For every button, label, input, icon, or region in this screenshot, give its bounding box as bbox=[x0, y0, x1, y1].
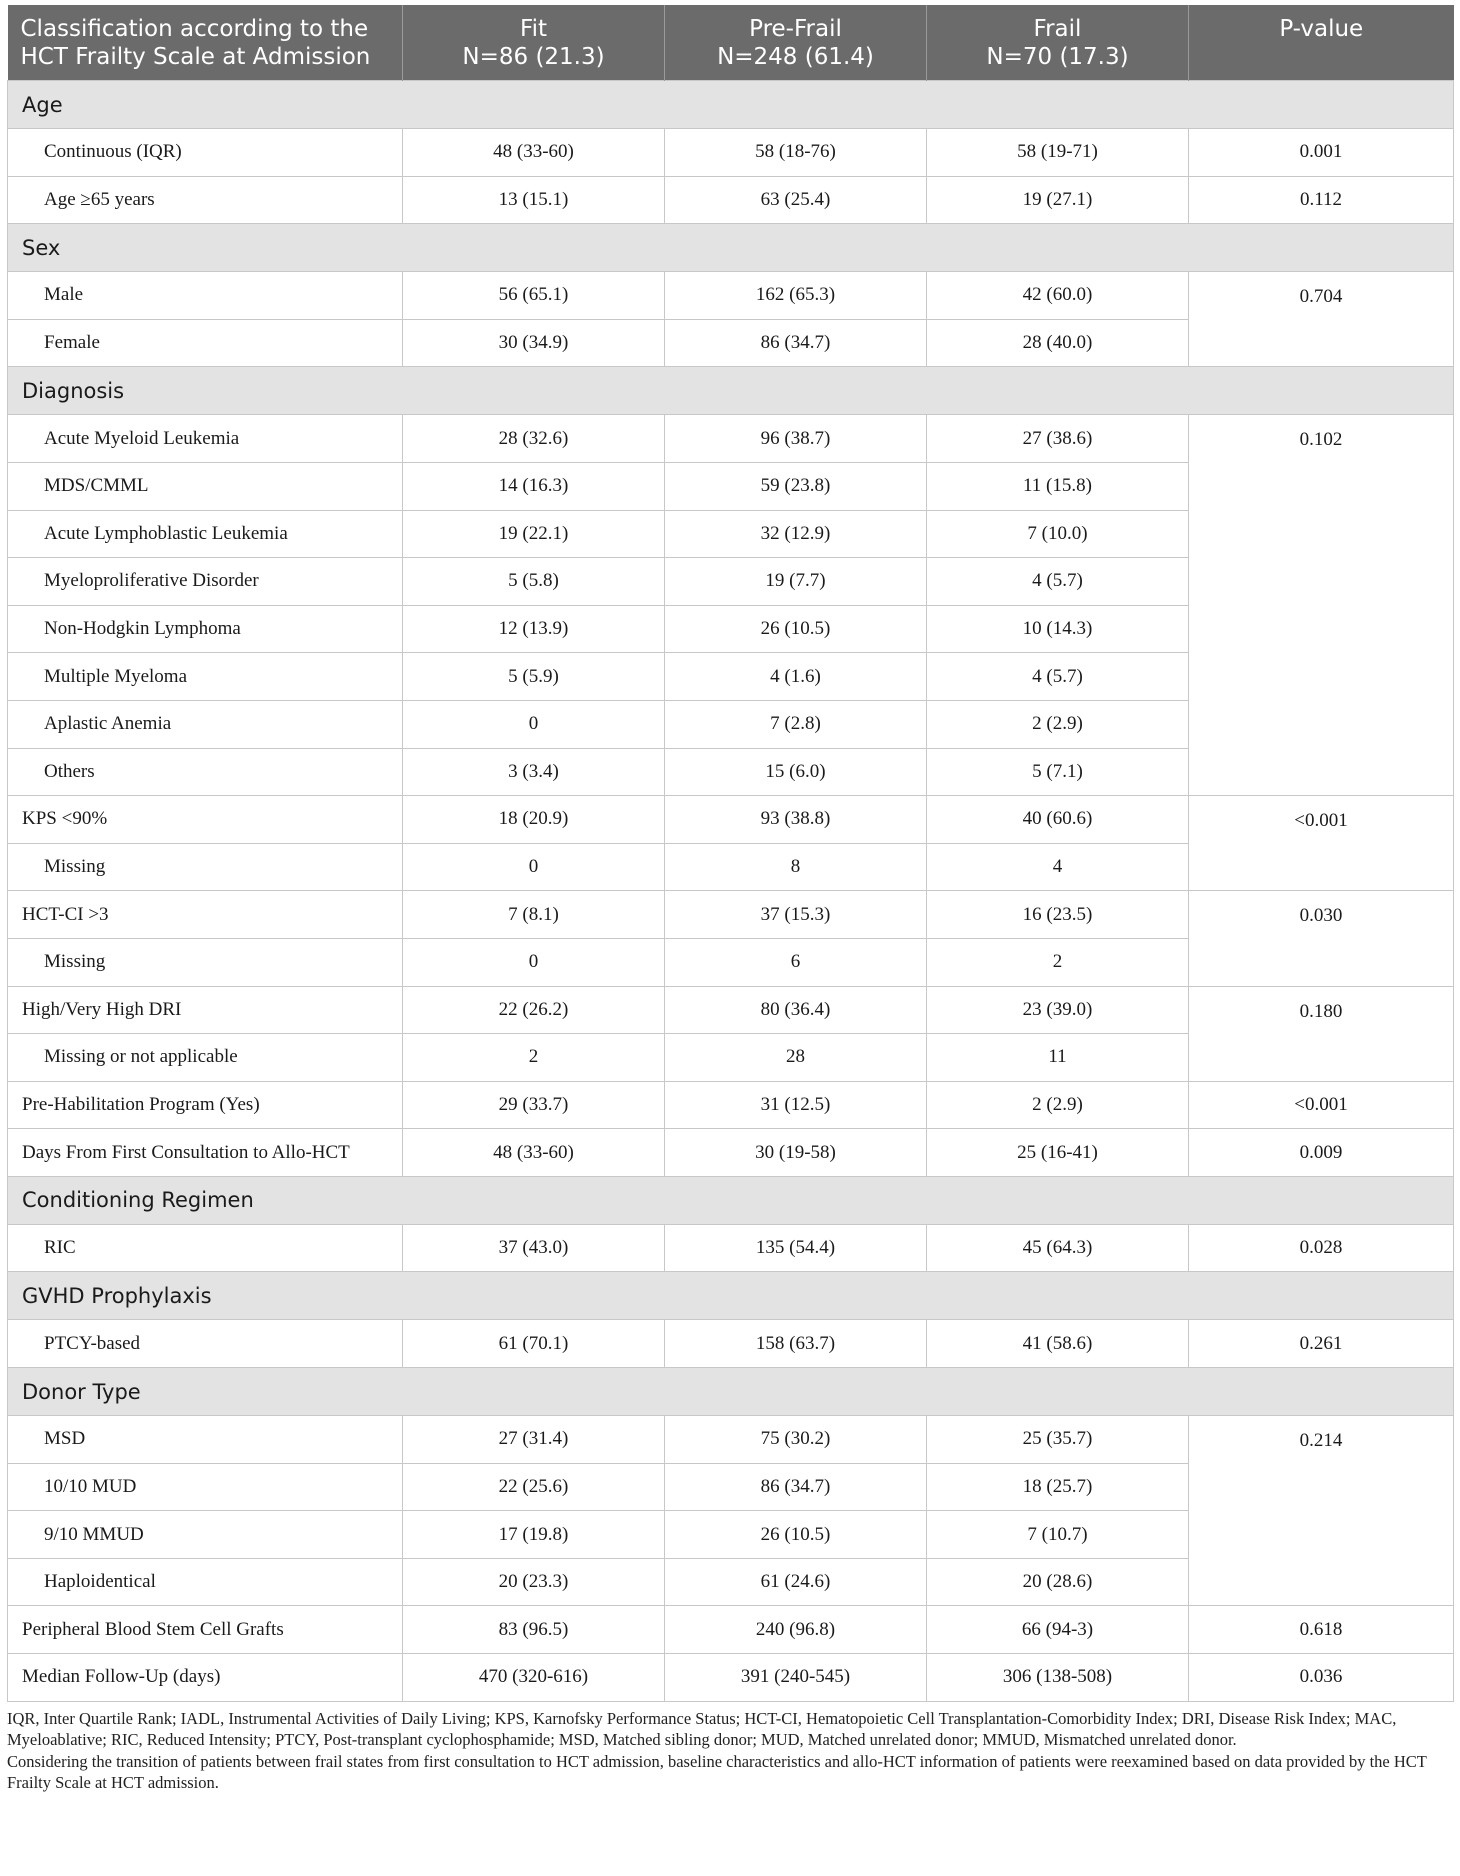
cell-frail: 4 (5.7) bbox=[927, 558, 1189, 606]
cell-pre-frail: 19 (7.7) bbox=[665, 558, 927, 606]
row-label: Myeloproliferative Disorder bbox=[8, 558, 403, 606]
row-label: Multiple Myeloma bbox=[8, 653, 403, 701]
cell-frail: 42 (60.0) bbox=[927, 272, 1189, 320]
row-label: Missing or not applicable bbox=[8, 1034, 403, 1082]
cell-pre-frail: 26 (10.5) bbox=[665, 605, 927, 653]
cell-pre-frail: 59 (23.8) bbox=[665, 462, 927, 510]
document-page bbox=[7, 5, 1453, 1794]
row-label: Non-Hodgkin Lymphoma bbox=[8, 605, 403, 653]
section-gvhd: GVHD Prophylaxis bbox=[8, 1272, 1454, 1320]
cell-fit: 48 (33-60) bbox=[403, 129, 665, 177]
row-label: KPS <90% bbox=[8, 796, 403, 844]
table-row bbox=[8, 1320, 1454, 1368]
cell-fit: 48 (33-60) bbox=[403, 1129, 665, 1177]
cell-fit: 61 (70.1) bbox=[403, 1320, 665, 1368]
cell-p-value: 0.030 bbox=[1189, 891, 1454, 986]
header-p-value: P-value bbox=[1189, 5, 1454, 81]
cell-frail: 7 (10.7) bbox=[927, 1511, 1189, 1559]
cell-p-value: 0.180 bbox=[1189, 986, 1454, 1081]
row-label: Missing bbox=[8, 938, 403, 986]
cell-fit: 20 (23.3) bbox=[403, 1558, 665, 1606]
cell-frail: 11 bbox=[927, 1034, 1189, 1082]
cell-fit: 7 (8.1) bbox=[403, 891, 665, 939]
section-age: Age bbox=[8, 81, 1454, 129]
cell-p-value: 0.618 bbox=[1189, 1606, 1454, 1654]
header-pre-frail: Pre-Frail N=248 (61.4) bbox=[665, 5, 927, 81]
abbreviations-footnote: IQR, Inter Quartile Rank; IADL, Instrumental Activities of Daily Living; KPS, Karnofsky Performance Status; HCT-CI, Hematopoietic Cell Transplantation-Comorbidity Index; DRI, Disease Risk Index; MAC, Myeloablative; RIC, Reduced Intensity; PTCY, Post-transplant cyclophosphamide; MSD, Matched sibling donor; MUD, Matched unrelated donor; MMUD, Mismatched unrelated donor. bbox=[7, 1708, 1397, 1750]
cell-fit: 0 bbox=[403, 700, 665, 748]
cell-frail: 4 bbox=[927, 843, 1189, 891]
row-label: Acute Myeloid Leukemia bbox=[8, 415, 403, 463]
cell-fit: 14 (16.3) bbox=[403, 462, 665, 510]
cell-pre-frail: 61 (24.6) bbox=[665, 1558, 927, 1606]
cell-pre-frail: 391 (240-545) bbox=[665, 1654, 927, 1702]
row-label: Days From First Consultation to Allo-HCT bbox=[8, 1129, 403, 1177]
cell-p-value: 0.102 bbox=[1189, 415, 1454, 796]
cell-p-value: 0.036 bbox=[1189, 1654, 1454, 1702]
cell-frail: 58 (19-71) bbox=[927, 129, 1189, 177]
cell-frail: 11 (15.8) bbox=[927, 462, 1189, 510]
section-row bbox=[8, 224, 1454, 272]
section-conditioning: Conditioning Regimen bbox=[8, 1176, 1454, 1224]
row-label: MDS/CMML bbox=[8, 462, 403, 510]
cell-frail: 45 (64.3) bbox=[927, 1224, 1189, 1272]
cell-pre-frail: 26 (10.5) bbox=[665, 1511, 927, 1559]
section-row bbox=[8, 81, 1454, 129]
table-row bbox=[8, 891, 1454, 939]
cell-frail: 16 (23.5) bbox=[927, 891, 1189, 939]
row-label: 9/10 MMUD bbox=[8, 1511, 403, 1559]
cell-fit: 13 (15.1) bbox=[403, 176, 665, 224]
row-label: Median Follow-Up (days) bbox=[8, 1654, 403, 1702]
row-label: High/Very High DRI bbox=[8, 986, 403, 1034]
cell-fit: 5 (5.8) bbox=[403, 558, 665, 606]
cell-fit: 0 bbox=[403, 843, 665, 891]
cell-pre-frail: 37 (15.3) bbox=[665, 891, 927, 939]
cell-p-value: 0.261 bbox=[1189, 1320, 1454, 1368]
cell-fit: 17 (19.8) bbox=[403, 1511, 665, 1559]
cell-pre-frail: 7 (2.8) bbox=[665, 700, 927, 748]
row-label: PTCY-based bbox=[8, 1320, 403, 1368]
cell-fit: 19 (22.1) bbox=[403, 510, 665, 558]
table-row bbox=[8, 129, 1454, 177]
section-row bbox=[8, 1368, 1454, 1416]
cell-pre-frail: 6 bbox=[665, 938, 927, 986]
cell-p-value: 0.704 bbox=[1189, 272, 1454, 367]
row-label: MSD bbox=[8, 1416, 403, 1464]
row-label: Pre-Habilitation Program (Yes) bbox=[8, 1081, 403, 1129]
cell-pre-frail: 63 (25.4) bbox=[665, 176, 927, 224]
table-row bbox=[8, 1416, 1454, 1464]
cell-fit: 470 (320-616) bbox=[403, 1654, 665, 1702]
table-row bbox=[8, 1654, 1454, 1702]
row-label: Continuous (IQR) bbox=[8, 129, 403, 177]
cell-fit: 83 (96.5) bbox=[403, 1606, 665, 1654]
cell-pre-frail: 96 (38.7) bbox=[665, 415, 927, 463]
cell-frail: 41 (58.6) bbox=[927, 1320, 1189, 1368]
cell-frail: 19 (27.1) bbox=[927, 176, 1189, 224]
cell-pre-frail: 15 (6.0) bbox=[665, 748, 927, 796]
table-row bbox=[8, 986, 1454, 1034]
cell-pre-frail: 93 (38.8) bbox=[665, 796, 927, 844]
cell-pre-frail: 86 (34.7) bbox=[665, 1463, 927, 1511]
cell-frail: 4 (5.7) bbox=[927, 653, 1189, 701]
header-frail: Frail N=70 (17.3) bbox=[927, 5, 1189, 81]
cell-frail: 20 (28.6) bbox=[927, 1558, 1189, 1606]
cell-frail: 10 (14.3) bbox=[927, 605, 1189, 653]
section-row bbox=[8, 367, 1454, 415]
cell-pre-frail: 4 (1.6) bbox=[665, 653, 927, 701]
methods-footnote: Considering the transition of patients between frail states from first consultation to HCT admission, baseline characteristics and allo-HCT information of patients were reexamined based on data provided by the HCT Frailty Scale at HCT admission. bbox=[7, 1751, 1427, 1793]
table-row bbox=[8, 1129, 1454, 1177]
cell-p-value: <0.001 bbox=[1189, 796, 1454, 891]
table-body bbox=[8, 81, 1454, 1702]
cell-fit: 22 (25.6) bbox=[403, 1463, 665, 1511]
cell-p-value: 0.214 bbox=[1189, 1416, 1454, 1606]
cell-pre-frail: 30 (19-58) bbox=[665, 1129, 927, 1177]
cell-frail: 2 bbox=[927, 938, 1189, 986]
table-row bbox=[8, 796, 1454, 844]
cell-fit: 28 (32.6) bbox=[403, 415, 665, 463]
row-label: HCT-CI >3 bbox=[8, 891, 403, 939]
header-fit: Fit N=86 (21.3) bbox=[403, 5, 665, 81]
table-row bbox=[8, 1081, 1454, 1129]
cell-pre-frail: 58 (18-76) bbox=[665, 129, 927, 177]
cell-fit: 56 (65.1) bbox=[403, 272, 665, 320]
cell-pre-frail: 162 (65.3) bbox=[665, 272, 927, 320]
cell-frail: 2 (2.9) bbox=[927, 700, 1189, 748]
row-label: Aplastic Anemia bbox=[8, 700, 403, 748]
header-classification: Classification according to the HCT Frailty Scale at Admission bbox=[8, 5, 403, 81]
table-row bbox=[8, 176, 1454, 224]
cell-pre-frail: 86 (34.7) bbox=[665, 319, 927, 367]
section-row bbox=[8, 1176, 1454, 1224]
cell-pre-frail: 31 (12.5) bbox=[665, 1081, 927, 1129]
section-sex: Sex bbox=[8, 224, 1454, 272]
cell-p-value: <0.001 bbox=[1189, 1081, 1454, 1129]
cell-pre-frail: 32 (12.9) bbox=[665, 510, 927, 558]
cell-fit: 27 (31.4) bbox=[403, 1416, 665, 1464]
row-label: Missing bbox=[8, 843, 403, 891]
cell-fit: 22 (26.2) bbox=[403, 986, 665, 1034]
row-label: Female bbox=[8, 319, 403, 367]
cell-p-value: 0.112 bbox=[1189, 176, 1454, 224]
cell-frail: 5 (7.1) bbox=[927, 748, 1189, 796]
table-row bbox=[8, 272, 1454, 320]
section-donor: Donor Type bbox=[8, 1368, 1454, 1416]
cell-fit: 3 (3.4) bbox=[403, 748, 665, 796]
cell-frail: 27 (38.6) bbox=[927, 415, 1189, 463]
cell-p-value: 0.001 bbox=[1189, 129, 1454, 177]
section-row bbox=[8, 1272, 1454, 1320]
cell-fit: 5 (5.9) bbox=[403, 653, 665, 701]
cell-frail: 28 (40.0) bbox=[927, 319, 1189, 367]
cell-fit: 30 (34.9) bbox=[403, 319, 665, 367]
cell-frail: 2 (2.9) bbox=[927, 1081, 1189, 1129]
table-row bbox=[8, 1224, 1454, 1272]
frailty-characteristics-table bbox=[7, 5, 1454, 1702]
cell-frail: 306 (138-508) bbox=[927, 1654, 1189, 1702]
cell-fit: 2 bbox=[403, 1034, 665, 1082]
cell-frail: 25 (35.7) bbox=[927, 1416, 1189, 1464]
cell-pre-frail: 240 (96.8) bbox=[665, 1606, 927, 1654]
cell-frail: 18 (25.7) bbox=[927, 1463, 1189, 1511]
cell-pre-frail: 75 (30.2) bbox=[665, 1416, 927, 1464]
row-label: Male bbox=[8, 272, 403, 320]
cell-fit: 12 (13.9) bbox=[403, 605, 665, 653]
cell-fit: 37 (43.0) bbox=[403, 1224, 665, 1272]
cell-p-value: 0.028 bbox=[1189, 1224, 1454, 1272]
table-row bbox=[8, 415, 1454, 463]
cell-pre-frail: 28 bbox=[665, 1034, 927, 1082]
cell-frail: 7 (10.0) bbox=[927, 510, 1189, 558]
cell-fit: 0 bbox=[403, 938, 665, 986]
cell-pre-frail: 135 (54.4) bbox=[665, 1224, 927, 1272]
cell-pre-frail: 80 (36.4) bbox=[665, 986, 927, 1034]
table-row bbox=[8, 1606, 1454, 1654]
cell-frail: 23 (39.0) bbox=[927, 986, 1189, 1034]
cell-frail: 66 (94-3) bbox=[927, 1606, 1189, 1654]
cell-pre-frail: 8 bbox=[665, 843, 927, 891]
row-label: RIC bbox=[8, 1224, 403, 1272]
cell-fit: 29 (33.7) bbox=[403, 1081, 665, 1129]
row-label: Others bbox=[8, 748, 403, 796]
cell-frail: 40 (60.6) bbox=[927, 796, 1189, 844]
row-label: Peripheral Blood Stem Cell Grafts bbox=[8, 1606, 403, 1654]
cell-fit: 18 (20.9) bbox=[403, 796, 665, 844]
table-footnotes bbox=[7, 1708, 1453, 1794]
table-header bbox=[8, 5, 1454, 81]
row-label: Age ≥65 years bbox=[8, 176, 403, 224]
cell-p-value: 0.009 bbox=[1189, 1129, 1454, 1177]
cell-pre-frail: 158 (63.7) bbox=[665, 1320, 927, 1368]
row-label: 10/10 MUD bbox=[8, 1463, 403, 1511]
cell-frail: 25 (16-41) bbox=[927, 1129, 1189, 1177]
row-label: Acute Lymphoblastic Leukemia bbox=[8, 510, 403, 558]
row-label: Haploidentical bbox=[8, 1558, 403, 1606]
section-diagnosis: Diagnosis bbox=[8, 367, 1454, 415]
